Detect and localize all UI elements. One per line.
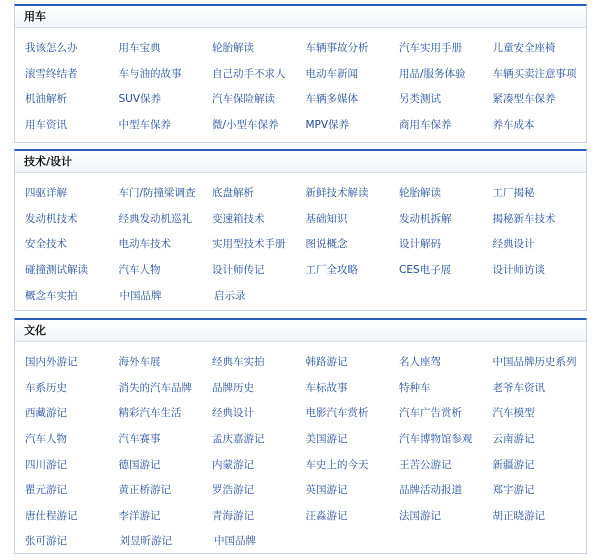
category-link[interactable]: 车辆事故分析 (305, 42, 369, 55)
category-link[interactable]: 海外车展 (118, 356, 161, 369)
category-link[interactable]: 轮胎解读 (212, 42, 254, 55)
link-row (25, 477, 586, 503)
category-link[interactable]: 工厂揭秘 (492, 187, 535, 200)
category-link[interactable]: 轮胎解读 (399, 187, 441, 200)
category-link[interactable]: 变速箱技术 (212, 212, 265, 225)
category-link[interactable]: 胡正晓游记 (492, 509, 545, 522)
section-title: 用车 (15, 6, 586, 28)
category-link[interactable]: 李洋游记 (118, 509, 161, 522)
category-link[interactable]: 新鲜技术解读 (305, 187, 369, 200)
category-link[interactable]: 车标故事 (305, 381, 348, 394)
category-link[interactable]: 品牌历史 (212, 381, 254, 394)
category-link[interactable]: 黄正桥游记 (118, 484, 171, 497)
link-row (25, 503, 586, 529)
category-link[interactable]: 刘昱昕游记 (119, 535, 172, 548)
link-grid (15, 342, 586, 556)
category-link[interactable]: 车史上的今天 (305, 458, 369, 471)
category-link[interactable]: 内蒙游记 (212, 458, 254, 471)
category-link[interactable]: 电动车新闻 (305, 67, 358, 80)
category-link[interactable]: 车门/防撞梁调查 (118, 187, 196, 200)
category-link[interactable]: 养车成本 (492, 119, 535, 132)
category-link[interactable]: 启示录 (214, 289, 246, 302)
link-row (25, 426, 586, 452)
link-row (25, 35, 586, 61)
category-link[interactable]: 名人座驾 (399, 356, 441, 369)
category-link[interactable]: 瞿元游记 (25, 484, 67, 497)
link-row (25, 231, 586, 257)
category-link[interactable]: 车系历史 (25, 381, 67, 394)
category-link[interactable]: 王苦公游记 (399, 458, 452, 471)
category-link[interactable]: 电影汽车赏析 (305, 407, 369, 420)
category-link[interactable]: 自己动手不求人 (212, 67, 286, 80)
category-link[interactable]: 车辆多媒体 (305, 93, 358, 106)
category-link[interactable]: 发动机技术 (25, 212, 78, 225)
category-link[interactable]: 经典车实拍 (212, 356, 265, 369)
category-link[interactable]: 四驱详解 (25, 187, 67, 200)
category-link[interactable]: 图说概念 (305, 238, 348, 251)
category-link[interactable]: MPV保养 (305, 119, 350, 132)
category-link[interactable]: 西藏游记 (25, 407, 67, 420)
category-link[interactable]: 汽车实用手册 (399, 42, 462, 55)
category-link[interactable]: 四川游记 (25, 458, 67, 471)
category-link[interactable]: 罗浩游记 (212, 484, 254, 497)
category-link[interactable]: 孟庆嘉游记 (212, 433, 265, 446)
category-link[interactable]: 韩路游记 (305, 356, 348, 369)
category-link[interactable]: 唐仕程游记 (25, 509, 78, 522)
link-row (25, 400, 586, 426)
category-link[interactable]: 老爷车资讯 (492, 381, 545, 394)
section-title: 技术/设计 (15, 151, 586, 173)
category-link[interactable]: 揭秘新车技术 (492, 212, 556, 225)
link-row (25, 282, 586, 308)
category-link[interactable]: 中国品牌 (119, 289, 162, 302)
category-link[interactable]: 中国品牌 (214, 535, 256, 548)
category-link[interactable]: CES电子展 (399, 264, 452, 277)
category-link[interactable]: 概念车实拍 (25, 289, 78, 302)
category-link[interactable]: 品牌活动报道 (399, 484, 462, 497)
category-link[interactable]: 用车宝典 (118, 42, 161, 55)
category-link[interactable]: 特种车 (399, 381, 431, 394)
category-link[interactable]: 儿童安全座椅 (492, 42, 556, 55)
category-link[interactable]: 设计师传记 (212, 264, 265, 277)
section-jishu-sheji (14, 149, 587, 311)
category-link[interactable]: 国内外游记 (25, 356, 78, 369)
section-wenhua (14, 318, 587, 554)
category-link[interactable]: 汽车保险解读 (212, 93, 275, 106)
category-link[interactable]: 设计解码 (399, 238, 441, 251)
category-link[interactable]: 汪淼游记 (305, 509, 348, 522)
link-row (25, 257, 586, 283)
category-link[interactable]: 滚雪终结者 (25, 67, 78, 80)
category-link[interactable]: 青海游记 (212, 509, 254, 522)
category-link[interactable]: 法国游记 (399, 509, 441, 522)
category-link[interactable]: 设计师访谈 (492, 264, 545, 277)
link-row (25, 61, 586, 87)
link-row (25, 206, 586, 232)
link-row (25, 349, 586, 375)
category-link[interactable]: 电动车技术 (118, 238, 171, 251)
category-link[interactable]: 汽车博物馆参观 (399, 433, 473, 446)
category-link[interactable]: SUV保养 (118, 93, 162, 106)
category-link[interactable]: 汽车人物 (118, 264, 161, 277)
category-link[interactable]: 张可游记 (25, 535, 67, 548)
category-link[interactable]: 汽车广告赏析 (399, 407, 462, 420)
link-row (25, 112, 586, 138)
category-link[interactable]: 美国游记 (305, 433, 348, 446)
category-link[interactable]: 中型车保养 (118, 119, 171, 132)
category-link[interactable]: 实用型技术手册 (212, 238, 286, 251)
link-grid (15, 173, 586, 310)
category-link[interactable]: 另类测试 (399, 93, 441, 106)
category-link[interactable]: 微/小型车保养 (212, 119, 279, 132)
category-link[interactable]: 紧凑型车保养 (492, 93, 556, 106)
category-link[interactable]: 车与油的故事 (118, 67, 182, 80)
category-link[interactable]: 我该怎么办 (25, 42, 78, 55)
category-link[interactable]: 用车资讯 (25, 119, 67, 132)
category-link[interactable]: 工厂全攻略 (305, 264, 358, 277)
category-link[interactable]: 底盘解析 (212, 187, 254, 200)
link-row (25, 451, 586, 477)
category-link[interactable]: 英国游记 (305, 484, 348, 497)
category-link[interactable]: 用品/服务体验 (399, 67, 466, 80)
category-link[interactable]: 经典设计 (212, 407, 254, 420)
category-link[interactable]: 发动机拆解 (399, 212, 452, 225)
category-link[interactable]: 安全技术 (25, 238, 67, 251)
category-link[interactable]: 碰撞测试解读 (25, 264, 88, 277)
category-link[interactable]: 基础知识 (305, 212, 348, 225)
category-link[interactable]: 消失的汽车品牌 (118, 381, 192, 394)
category-link[interactable]: 新疆游记 (492, 458, 535, 471)
link-grid (15, 28, 586, 139)
category-link[interactable]: 经典设计 (492, 238, 535, 251)
category-link[interactable]: 德国游记 (118, 458, 161, 471)
category-link[interactable]: 车辆买卖注意事项 (492, 67, 577, 80)
category-link[interactable]: 机油解析 (25, 93, 67, 106)
link-row (25, 86, 586, 112)
category-link[interactable]: 汽车模型 (492, 407, 535, 420)
category-link[interactable]: 经典发动机巡礼 (118, 212, 192, 225)
category-link[interactable]: 郑宇游记 (492, 484, 535, 497)
category-link[interactable]: 汽车赛事 (118, 433, 161, 446)
link-row (25, 375, 586, 401)
category-link[interactable]: 汽车人物 (25, 433, 67, 446)
section-title: 文化 (15, 320, 586, 342)
link-row (25, 180, 586, 206)
link-row (25, 528, 586, 554)
category-link[interactable]: 精彩汽车生活 (118, 407, 182, 420)
category-link[interactable]: 中国品牌历史系列 (492, 356, 577, 369)
category-link[interactable]: 云南游记 (492, 433, 535, 446)
category-link[interactable]: 商用车保养 (399, 119, 452, 132)
section-yongche (14, 4, 587, 143)
